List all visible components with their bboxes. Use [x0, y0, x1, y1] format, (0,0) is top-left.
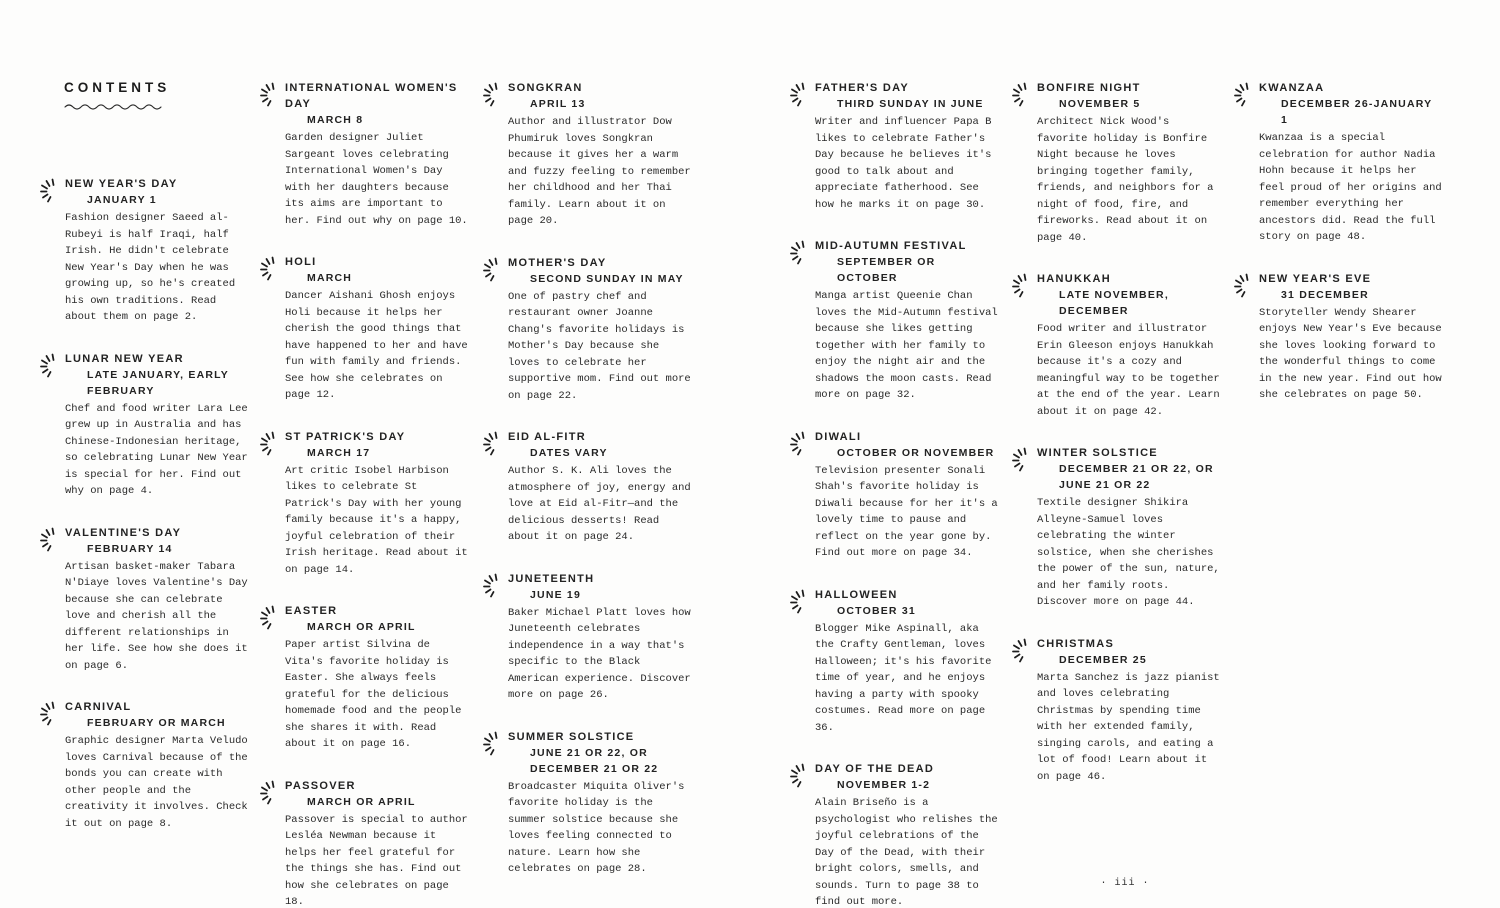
burst-icon: [786, 588, 808, 615]
entry-body: [65, 176, 249, 326]
entry-title: KWANZAA: [1259, 82, 1325, 94]
entry-title: ST PATRICK'S DAY: [285, 430, 406, 443]
entry-date: MARCH: [307, 272, 353, 284]
entry-title: HANUKKAH: [1037, 273, 1111, 285]
contents-entry: [479, 729, 693, 878]
entry-title: FATHER'S DAY: [815, 82, 910, 94]
entry-description: Author S. K. Ali loves the atmosphere of joy, energy and love at Eid al-Fitr—and the delicious desserts! Read about it on page 24.: [508, 465, 691, 543]
entry-icon-box: [1008, 445, 1037, 611]
entry-icon-box: [256, 778, 285, 908]
entry-date: 31 DECEMBER: [1281, 288, 1369, 301]
burst-icon: [1008, 272, 1030, 299]
contents-entry: [256, 603, 470, 753]
entry-icon-box: [479, 729, 508, 878]
entry-description: Food writer and illustrator Erin Gleeson enjoys Hanukkah because it's a cozy and meaningful way to be together at the end of the year. Learn about it on page 42.: [1037, 323, 1220, 418]
entry-title: NEW YEAR'S DAY: [65, 178, 178, 190]
entry-title: CARNIVAL: [65, 701, 132, 713]
contents-column-3: [479, 80, 693, 903]
contents-entry: [786, 80, 1000, 213]
entry-body: [65, 699, 249, 832]
burst-icon: [479, 81, 501, 108]
entry-description: Paper artist Silvina de Vita's favorite holiday is Easter. She always feels grateful for the delicious homemade food and the people she shares it with. Read about it on page 16.: [285, 639, 462, 750]
entry-body: [285, 80, 469, 229]
entry-description: Art critic Isobel Harbison likes to celebrate St Patrick's Day with her young family because it's a happy, joyful celebration of their Irish heritage. Read about it on page 14.: [285, 464, 468, 576]
burst-icon: [1008, 446, 1030, 473]
entry-date: JANUARY 1: [87, 194, 157, 206]
page-title: CONTENTS: [64, 80, 171, 95]
entry-description: Writer and influencer Papa B likes to celebrate Father's Day because he believes it's good to talk about and appreciate fatherhood. See how he marks it on page 30.: [815, 116, 992, 211]
entry-date: LATE JANUARY, EARLY FEBRUARY: [87, 368, 229, 397]
entry-date: SEPTEMBER OR OCTOBER: [837, 256, 936, 284]
entry-title: BONFIRE NIGHT: [1037, 82, 1141, 94]
entry-body: [1259, 80, 1443, 246]
entry-title: WINTER SOLSTICE: [1037, 447, 1158, 459]
contents-column-6: [1230, 80, 1444, 429]
entry-date: MARCH 8: [307, 114, 364, 126]
entry-description: Baker Michael Platt loves how Juneteenth celebrates independence in a way that's specific to the Black American experience. Discover more on page 26.: [508, 606, 691, 701]
entry-title: VALENTINE'S DAY: [65, 526, 182, 539]
entry-icon-box: [479, 429, 508, 546]
entry-title: EASTER: [285, 605, 338, 617]
entry-body: [815, 587, 999, 737]
entry-title: HOLI: [285, 256, 317, 268]
entry-body: [285, 603, 469, 753]
entry-body: [508, 729, 692, 878]
entry-date: DECEMBER 25: [1059, 653, 1147, 666]
burst-icon: [786, 239, 808, 266]
contents-entry: [1008, 80, 1222, 246]
entry-description: Storyteller Wendy Shearer enjoys New Year's Eve because she loves looking forward to the wonderful things to come in the new year. Find out how she celebrates on page 50.: [1259, 306, 1442, 401]
entry-description: Chef and food writer Lara Lee grew up in Australia and has Chinese-Indonesian heritage, so celebrating Lunar New Year is special for her. Find out why on page 4.: [65, 402, 248, 497]
contents-entry: [1008, 636, 1222, 786]
entry-description: Garden designer Juliet Sargeant loves celebrating International Women's Day with her daughters because its aims are important to her. Find out why on page 10.: [285, 132, 468, 227]
contents-entry: [256, 80, 470, 229]
entry-description: Blogger Mike Aspinall, aka the Crafty Gentleman, loves Halloween; it's his favorite time of year, and he enjoys having a party with spooky costumes. Read more on page 36.: [815, 622, 992, 734]
burst-icon: [36, 526, 58, 553]
entry-icon-box: [256, 254, 285, 404]
contents-entry: [479, 571, 693, 704]
entry-description: Artisan basket-maker Tabara N'Diaye loves Valentine's Day because she can celebrate love and cherish all the different relationships in her life. See how she does it on page 6.: [65, 560, 248, 672]
entry-body: [1037, 271, 1221, 420]
contents-entry: [256, 254, 470, 404]
entry-description: Alain Briseño is a psychologist who relishes the joyful celebrations of the Day of the Dead, with their bright colors, smells, and sounds. Turn to page 38 to find out more.: [815, 797, 998, 908]
entry-description: Marta Sanchez is jazz pianist and loves celebrating Christmas by spending time with her extended family, singing carols, and eating a lot of food! Learn about it on page 46.: [1037, 671, 1220, 783]
burst-icon: [1230, 81, 1252, 108]
burst-icon: [36, 700, 58, 727]
entry-icon-box: [786, 429, 815, 562]
entry-description: Kwanzaa is a special celebration for author Nadia Hohn because it helps her feel proud of her origins and remember everything her ancestors did. Read the full story on page 48.: [1259, 132, 1442, 243]
contents-entry: [479, 255, 693, 405]
entry-title: SUMMER SOLSTICE: [508, 730, 635, 743]
entry-title: EID AL-FITR: [508, 431, 587, 443]
entry-body: [285, 254, 469, 404]
entry-icon-box: [256, 80, 285, 229]
entry-body: [65, 351, 249, 500]
entry-body: [815, 238, 999, 404]
entry-body: [1037, 80, 1221, 246]
entry-body: [285, 429, 469, 579]
entry-body: [65, 525, 249, 675]
contents-entry: [1230, 271, 1444, 404]
burst-icon: [786, 430, 808, 457]
entry-date: OCTOBER 31: [837, 604, 916, 617]
entry-date: MARCH OR APRIL: [307, 621, 416, 633]
contents-entry: [36, 699, 250, 832]
entry-description: Fashion designer Saeed al-Rubeyi is half Iraqi, half Irish. He didn't celebrate New Year's Day when he was growing up, so he's created his own traditions. Read about them on page 2.: [65, 212, 236, 323]
entry-icon-box: [479, 255, 508, 405]
contents-column-5: [1008, 80, 1222, 810]
contents-entry: [256, 429, 470, 579]
entry-icon-box: [1008, 80, 1037, 246]
contents-entry: [786, 238, 1000, 404]
entry-description: Television presenter Sonali Shah's favorite holiday is Diwali because for her it's a lovely time to pause and reflect on the year gone by. Find out more on page 34.: [815, 464, 998, 559]
entry-body: [1037, 445, 1221, 611]
entry-description: Graphic designer Marta Veludo loves Carnival because of the bonds you can create with other people and the creativity it involves. Check it out on page 8.: [65, 735, 248, 830]
entry-date: DECEMBER 21 OR 22, OR JUNE 21 OR 22: [1059, 463, 1214, 491]
entry-title: PASSOVER: [285, 779, 356, 792]
entry-description: Broadcaster Miquita Oliver's favorite holiday is the summer solstice because she loves feeling connected to nature. Learn how she celebrates on page 28.: [508, 780, 685, 875]
entry-icon-box: [1008, 636, 1037, 786]
entry-description: One of pastry chef and restaurant owner Joanne Chang's favorite holidays is Mother's Day because she loves to celebrate her supportive mom. Find out more on page 22.: [508, 290, 691, 402]
burst-icon: [479, 256, 501, 283]
entry-date: FEBRUARY 14: [87, 542, 173, 555]
entry-description: Architect Nick Wood's favorite holiday is Bonfire Night because he loves bringing together family, friends, and neighbors for a night of food, fire, and fireworks. Read about it on page 40.: [1037, 116, 1214, 244]
burst-icon: [479, 572, 501, 599]
burst-icon: [36, 352, 58, 379]
burst-icon: [256, 604, 278, 631]
entry-icon-box: [1008, 271, 1037, 420]
entry-title: LUNAR NEW YEAR: [65, 352, 184, 365]
entry-icon-box: [479, 571, 508, 704]
entry-icon-box: [786, 587, 815, 737]
entry-date: JUNE 21 OR 22, OR DECEMBER 21 OR 22: [530, 746, 659, 775]
entry-body: [508, 571, 692, 704]
entry-description: Textile designer Shikira Alleyne-Samuel loves celebrating the winter solstice, when she cherishes the power of the sun, nature, and her family roots. Discover more on page 44.: [1037, 497, 1220, 608]
entry-icon-box: [36, 525, 65, 675]
entry-title: JUNETEENTH: [508, 572, 595, 585]
entry-icon-box: [786, 761, 815, 908]
entry-description: Dancer Aishani Ghosh enjoys Holi because it helps her cherish the good things that have happened to her and have fun with family and friends. See how she celebrates on page 12.: [285, 290, 468, 401]
entry-title: SONGKRAN: [508, 82, 583, 94]
burst-icon: [1008, 637, 1030, 664]
contents-entry: [36, 525, 250, 675]
entry-icon-box: [1230, 80, 1259, 246]
burst-icon: [786, 762, 808, 789]
contents-column-1: [36, 176, 250, 857]
entry-title: MID-AUTUMN FESTIVAL: [815, 240, 967, 252]
entry-body: [1259, 271, 1443, 404]
contents-entry: [1008, 271, 1222, 420]
page-number: · iii ·: [1100, 878, 1150, 889]
entry-icon-box: [786, 238, 815, 404]
entry-date: APRIL 13: [530, 98, 586, 110]
entry-body: [508, 80, 692, 230]
contents-entry: [1230, 80, 1444, 246]
entry-date: MARCH OR APRIL: [307, 795, 416, 808]
entry-icon-box: [36, 699, 65, 832]
entry-date: JUNE 19: [530, 588, 582, 601]
entry-description: Manga artist Queenie Chan loves the Mid-Autumn festival because she likes getting together with her family to enjoy the night air and the shadows the moon casts. Read more on page 32.: [815, 290, 998, 401]
entry-body: [815, 761, 999, 908]
entry-body: [1037, 636, 1221, 786]
entry-date: DECEMBER 26-JANUARY 1: [1281, 98, 1433, 126]
entry-title: MOTHER'S DAY: [508, 256, 607, 269]
burst-icon: [786, 81, 808, 108]
contents-column-2: [256, 80, 470, 908]
contents-entry: [786, 429, 1000, 562]
contents-entry: [479, 429, 693, 546]
entry-title: NEW YEAR'S EVE: [1259, 272, 1372, 285]
contents-entry: [36, 351, 250, 500]
entry-title: CHRISTMAS: [1037, 637, 1115, 650]
wavy-underline-icon: [64, 102, 162, 110]
contents-entry: [786, 761, 1000, 908]
entry-body: [508, 429, 692, 546]
entry-date: LATE NOVEMBER, DECEMBER: [1059, 289, 1169, 317]
contents-entry: [256, 778, 470, 908]
burst-icon: [479, 730, 501, 757]
entry-date: DATES VARY: [530, 447, 608, 459]
entry-icon-box: [36, 176, 65, 326]
contents-entry: [479, 80, 693, 230]
entry-icon-box: [36, 351, 65, 500]
burst-icon: [479, 430, 501, 457]
contents-entry: [1008, 445, 1222, 611]
entry-title: HALLOWEEN: [815, 588, 898, 601]
burst-icon: [256, 255, 278, 282]
entry-body: [285, 778, 469, 908]
entry-icon-box: [256, 429, 285, 579]
entry-icon-box: [1230, 271, 1259, 404]
entry-date: OCTOBER OR NOVEMBER: [837, 446, 995, 459]
entry-date: THIRD SUNDAY IN JUNE: [837, 98, 984, 110]
burst-icon: [256, 81, 278, 108]
burst-icon: [36, 177, 58, 204]
entry-description: Author and illustrator Dow Phumiruk loves Songkran because it gives her a warm and fuzzy feeling to remember her childhood and her Thai family. Learn about it on page 20.: [508, 116, 691, 227]
burst-icon: [1230, 272, 1252, 299]
entry-date: NOVEMBER 1-2: [837, 779, 931, 791]
contents-entry: [786, 587, 1000, 737]
entry-icon-box: [256, 603, 285, 753]
entry-date: SECOND SUNDAY IN MAY: [530, 272, 684, 285]
burst-icon: [256, 430, 278, 457]
entry-description: Passover is special to author Lesléa Newman because it helps her feel grateful for the things she has. Find out how she celebrates on page 18.: [285, 813, 468, 908]
entry-date: FEBRUARY OR MARCH: [87, 717, 226, 729]
entry-date: MARCH 17: [307, 446, 371, 459]
contents-entry: [36, 176, 250, 326]
entry-body: [508, 255, 692, 405]
entry-date: NOVEMBER 5: [1059, 98, 1141, 110]
entry-icon-box: [479, 80, 508, 230]
contents-header: [64, 80, 170, 110]
entry-body: [815, 429, 999, 562]
burst-icon: [1008, 81, 1030, 108]
entry-body: [815, 80, 999, 213]
contents-column-4: [786, 80, 1000, 908]
burst-icon: [256, 779, 278, 806]
entry-title: INTERNATIONAL WOMEN'S DAY: [285, 82, 458, 110]
entry-title: DAY OF THE DEAD: [815, 763, 935, 775]
entry-icon-box: [786, 80, 815, 213]
entry-title: DIWALI: [815, 430, 862, 443]
